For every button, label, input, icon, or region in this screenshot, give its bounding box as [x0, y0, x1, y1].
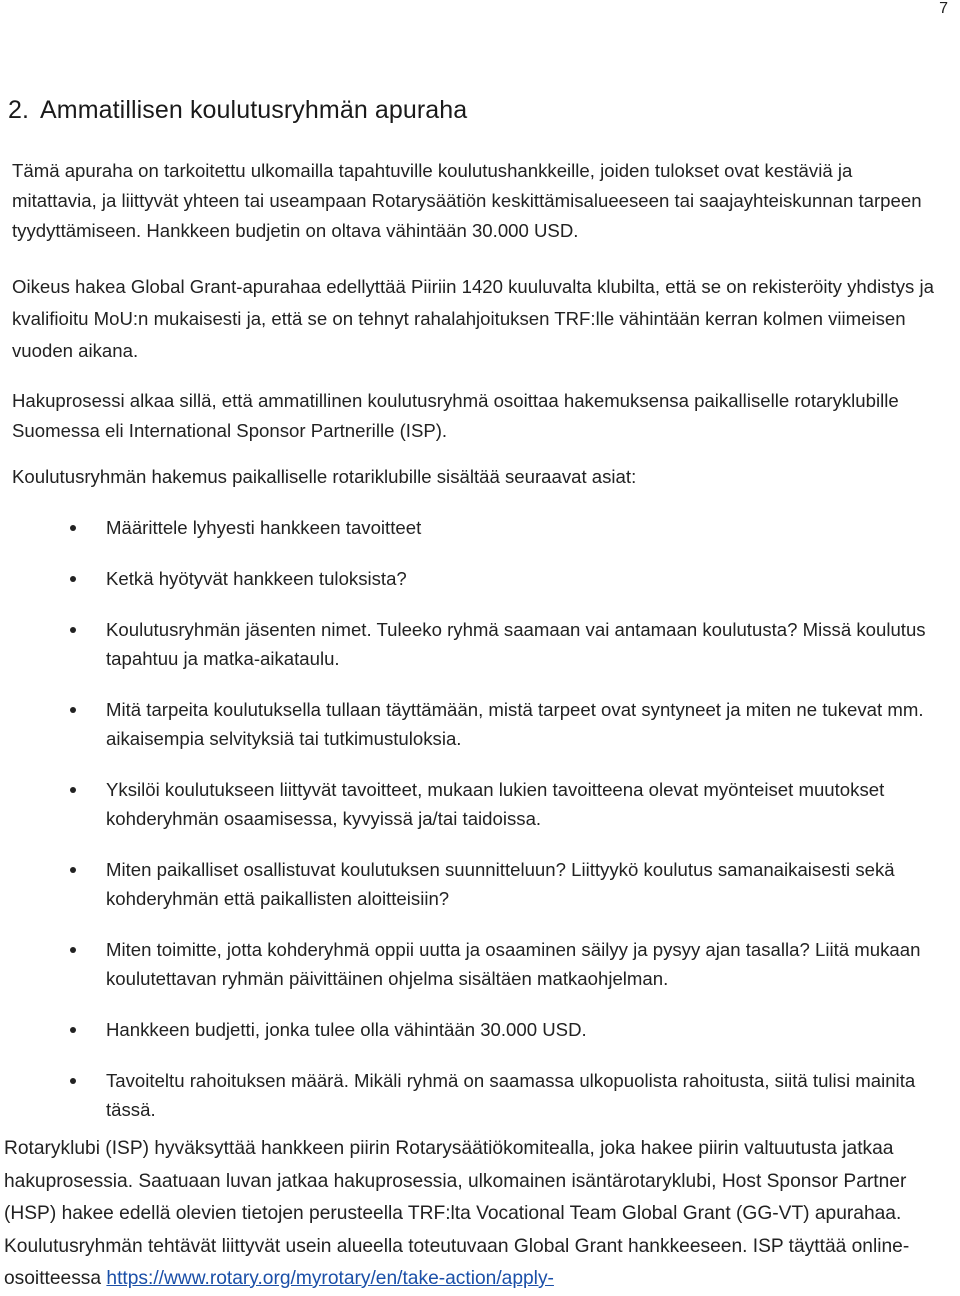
list-item [60, 513, 940, 542]
list-item [60, 855, 940, 913]
rotary-apply-link[interactable]: https://www.rotary.org/myrotary/en/take-action/apply- [106, 1268, 554, 1289]
list-item [60, 615, 940, 673]
section-number: 2. [8, 96, 30, 124]
list-item [60, 1066, 940, 1124]
list-item-text: Miten paikalliset osallistuvat koulutuksen suunnitteluun? Liittyykö koulutus samanaikaisesti sekä kohderyhmän että paikallisten aloitteisiin? [106, 859, 895, 909]
intro-paragraph: Tämä apuraha on tarkoitettu ulkomailla tapahtuville koulutushankkeille, joiden tulokset ovat kestäviä ja mitattavia, ja liittyvät yhteen tai useampaan Rotarysäätiön keskittämisalueeseen tai saajayhteiskunnan tarpeen tyydyttämiseen. Hankkeen budjetin on oltava vähintään 30.000 USD. [12, 160, 922, 241]
bullet-icon [70, 1027, 76, 1033]
bullet-icon [70, 947, 76, 953]
list-item-text: Miten toimitte, jotta kohderyhmä oppii uutta ja osaaminen säilyy ja pysyy ajan tasalla? Liitä mukaan koulutettavan ryhmän päivittäinen ohjelma sisältäen matkaohjelman. [106, 939, 921, 989]
bullet-icon [70, 525, 76, 531]
list-item-text: Koulutusryhmän jäsenten nimet. Tuleeko ryhmä saamaan vai antamaan koulutusta? Missä koulutus tapahtuu ja matka-aikataulu. [106, 619, 926, 669]
list-item [60, 775, 940, 833]
eligibility-paragraph: Oikeus hakea Global Grant-apurahaa edellyttää Piiriin 1420 kuuluvalta klubilta, että se on rekisteröity yhdistys ja kvalifioitu MoU:n mukaisesti ja, että se on tehnyt rahalahjoituksen TRF:lle vähintään kerran kolmen viimeisen vuoden aikana. [12, 276, 934, 361]
process-paragraph: Hakuprosessi alkaa sillä, että ammatillinen koulutusryhmä osoittaa hakemuksensa paikalliselle rotaryklubille Suomessa eli International Sponsor Partnerille (ISP). [12, 390, 899, 441]
bullet-icon [70, 576, 76, 582]
bullet-icon [70, 787, 76, 793]
section-heading [8, 96, 467, 125]
bullet-icon [70, 707, 76, 713]
list-item [60, 1015, 940, 1044]
list-item-text: Mitä tarpeita koulutuksella tullaan täyttämään, mistä tarpeet ovat syntyneet ja miten ne tukevat mm. aikaisempia selvityksiä tai tutkimustuloksia. [106, 699, 924, 749]
section-title: Ammatillisen koulutusryhmän apuraha [40, 96, 468, 124]
application-contents-list [60, 513, 940, 1146]
bullet-icon [70, 867, 76, 873]
bullet-icon [70, 627, 76, 633]
list-item-text: Ketkä hyötyvät hankkeen tuloksista? [106, 568, 407, 589]
bullet-icon [70, 1078, 76, 1084]
page-number: 7 [939, 0, 948, 17]
closing-text: Rotaryklubi (ISP) hyväksyttää hankkeen piirin Rotarysäätiökomitealla, joka hakee piirin valtuutusta jatkaa hakuprosessia. Saatuaan luvan jatkaa hakuprosessia, ulkomainen isäntärotaryklubi, Host Sponsor Partner (HSP) hakee edellä olevien tietojen perusteella TRF:lta Vocational Team Global Grant (GG-VT) apurahaa. Koulutusryhmän tehtävät liittyvät usein alueella toteutuvaan Global Grant hankkeeseen. ISP täyttää online-osoitteessa [4, 1138, 910, 1289]
list-item [60, 564, 940, 593]
list-item-text: Määrittele lyhyesti hankkeen tavoitteet [106, 517, 422, 538]
list-item-text: Tavoiteltu rahoituksen määrä. Mikäli ryhmä on saamassa ulkopuolista rahoitusta, siitä tulisi mainita tässä. [106, 1070, 916, 1120]
list-item [60, 695, 940, 753]
list-item-text: Hankkeen budjetti, jonka tulee olla vähintään 30.000 USD. [106, 1019, 587, 1040]
list-item [60, 935, 940, 993]
list-item-text: Yksilöi koulutukseen liittyvät tavoitteet, mukaan lukien tavoitteena olevat myönteiset muutokset kohderyhmän osaamisessa, kyvyissä ja/tai taidoissa. [106, 779, 885, 829]
closing-paragraph [4, 1133, 949, 1296]
application-lead-paragraph: Koulutusryhmän hakemus paikalliselle rotariklubille sisältää seuraavat asiat: [12, 466, 637, 487]
